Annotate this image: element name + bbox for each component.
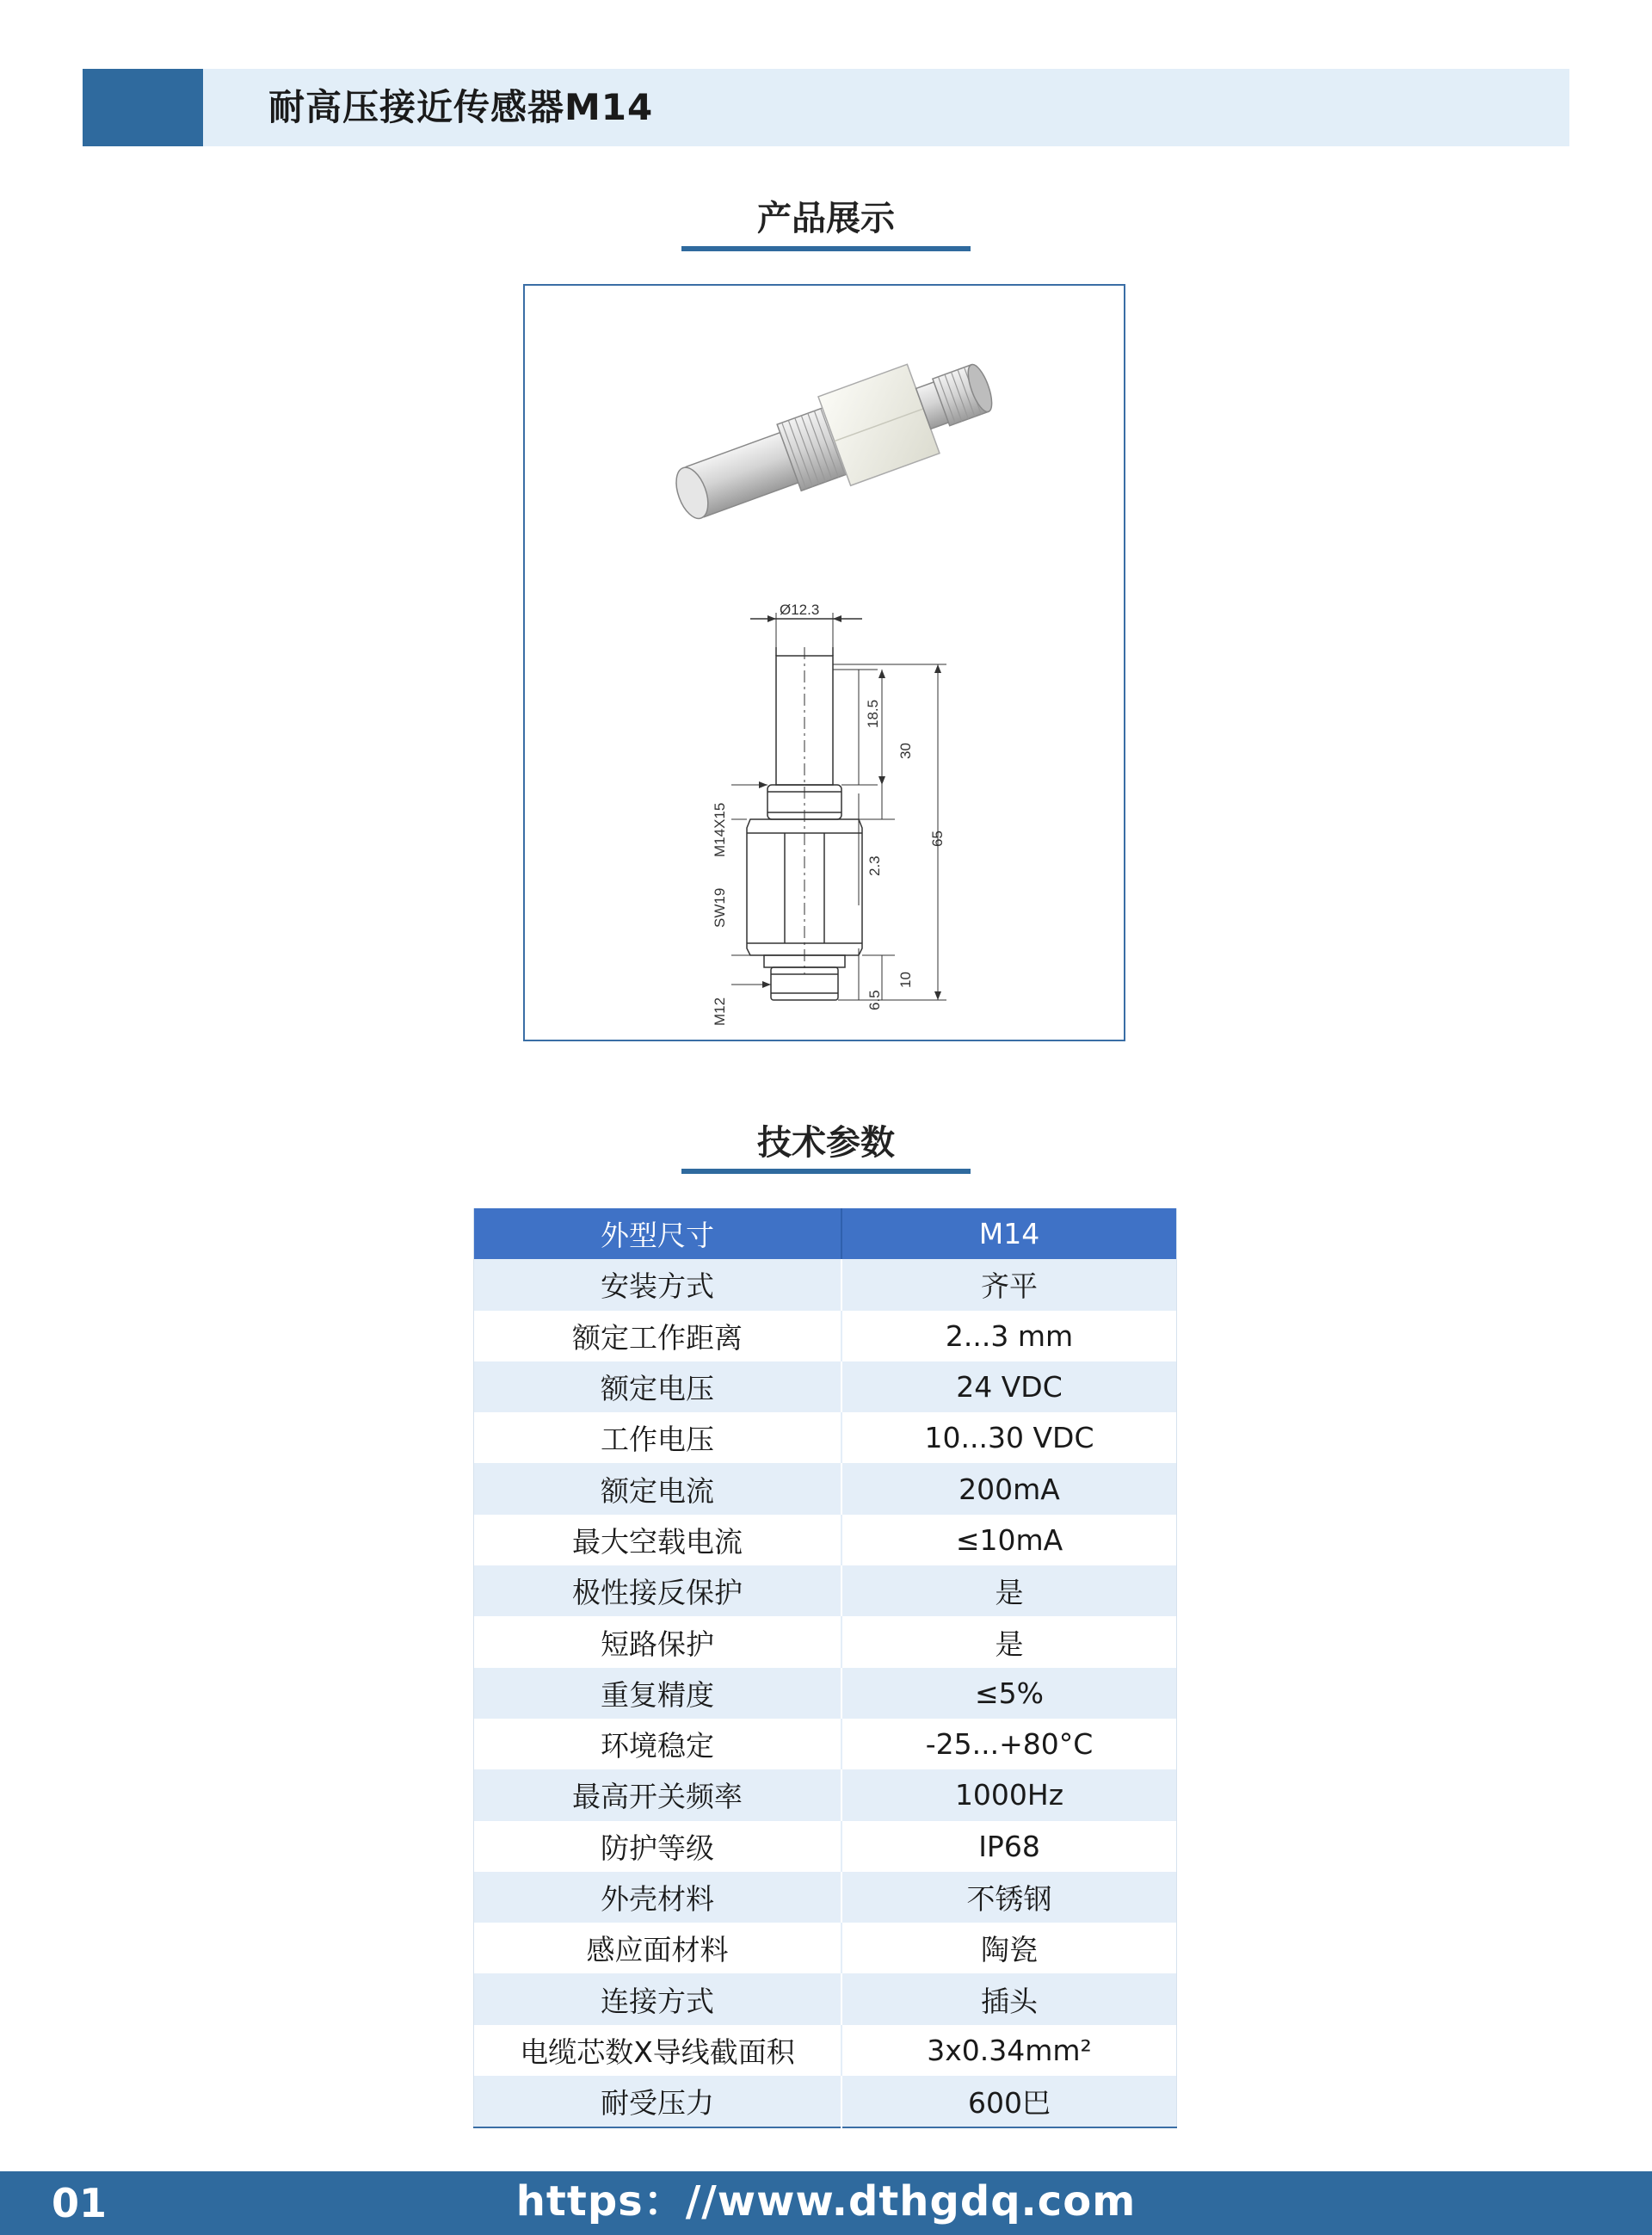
spec-name: 安装方式 — [474, 1259, 842, 1310]
spec-value: 齐平 — [841, 1259, 1177, 1310]
spec-value: ≤5% — [841, 1668, 1177, 1719]
dim-2-3: 2.3 — [866, 855, 883, 876]
spec-name: 额定电流 — [474, 1463, 842, 1514]
spec-value: 24 VDC — [841, 1361, 1177, 1412]
product-image-frame — [523, 284, 1125, 1041]
table-row — [474, 1515, 1177, 1565]
spec-name: 电缆芯数X导线截面积 — [474, 2025, 842, 2076]
spec-table — [473, 1208, 1177, 2128]
spec-value: 陶瓷 — [841, 1923, 1177, 1973]
dim-10: 10 — [897, 972, 914, 988]
table-row — [474, 1311, 1177, 1361]
spec-value: 600巴 — [841, 2076, 1177, 2127]
spec-name: 极性接反保护 — [474, 1565, 842, 1616]
spec-name: 防护等级 — [474, 1821, 842, 1872]
table-row — [474, 1412, 1177, 1463]
dim-18-5: 18.5 — [865, 699, 881, 728]
spec-name: 耐受压力 — [474, 2076, 842, 2127]
spec-name: 额定工作距离 — [474, 1311, 842, 1361]
spec-name: 短路保护 — [474, 1616, 842, 1667]
spec-value: 3x0.34mm² — [841, 2025, 1177, 2076]
spec-value: 不锈钢 — [841, 1872, 1177, 1923]
table-row — [474, 1616, 1177, 1667]
table-row — [474, 2025, 1177, 2076]
spec-name: 环境稳定 — [474, 1719, 842, 1769]
table-header-cell: 外型尺寸 — [474, 1208, 842, 1259]
dim-6-5: 6.5 — [866, 990, 883, 1010]
spec-value: 插头 — [841, 1973, 1177, 2024]
table-row — [474, 1719, 1177, 1769]
spec-value: ≤10mA — [841, 1515, 1177, 1565]
table-row — [474, 1361, 1177, 1412]
table-header-row — [474, 1208, 1177, 1259]
dim-thread: M14X15 — [712, 802, 728, 857]
spec-value: 是 — [841, 1565, 1177, 1616]
dim-hex: SW19 — [712, 887, 728, 928]
header-accent-block — [83, 69, 203, 146]
sensor-photo — [663, 341, 1005, 542]
section-underline-specs — [681, 1169, 971, 1174]
spec-value: 1000Hz — [841, 1769, 1177, 1820]
spec-name: 连接方式 — [474, 1973, 842, 2024]
spec-name: 工作电压 — [474, 1412, 842, 1463]
dimension-drawing — [731, 613, 946, 1000]
spec-value: -25...+80°C — [841, 1719, 1177, 1769]
table-row — [474, 1463, 1177, 1514]
page-title: 耐高压接近传感器M14 — [268, 86, 654, 128]
dim-65: 65 — [929, 830, 946, 847]
spec-value: 200mA — [841, 1463, 1177, 1514]
dim-m12: M12 — [712, 997, 728, 1026]
table-row — [474, 1565, 1177, 1616]
table-row — [474, 1973, 1177, 2024]
spec-name: 最高开关频率 — [474, 1769, 842, 1820]
section-underline-product — [681, 246, 971, 251]
table-row — [474, 2076, 1177, 2127]
table-row — [474, 1259, 1177, 1310]
table-row — [474, 1821, 1177, 1872]
spec-value: 是 — [841, 1616, 1177, 1667]
spec-name: 重复精度 — [474, 1668, 842, 1719]
spec-value: 2...3 mm — [841, 1311, 1177, 1361]
page-number: 01 — [52, 2180, 108, 2226]
spec-value: IP68 — [841, 1821, 1177, 1872]
spec-name: 最大空载电流 — [474, 1515, 842, 1565]
website-link[interactable]: https：//www.dthgdq.com — [515, 2177, 1137, 2226]
section-title-product: 产品展示 — [757, 199, 895, 238]
dim-diameter: Ø12.3 — [780, 602, 820, 618]
spec-name: 感应面材料 — [474, 1923, 842, 1973]
product-illustration — [525, 286, 1127, 1043]
table-row — [474, 1668, 1177, 1719]
table-row — [474, 1923, 1177, 1973]
spec-value: 10...30 VDC — [841, 1412, 1177, 1463]
table-header-cell: M14 — [841, 1208, 1177, 1259]
table-row — [474, 1872, 1177, 1923]
dim-30: 30 — [897, 743, 914, 759]
spec-name: 外壳材料 — [474, 1872, 842, 1923]
table-row — [474, 1769, 1177, 1820]
section-title-specs: 技术参数 — [757, 1123, 895, 1163]
spec-name: 额定电压 — [474, 1361, 842, 1412]
